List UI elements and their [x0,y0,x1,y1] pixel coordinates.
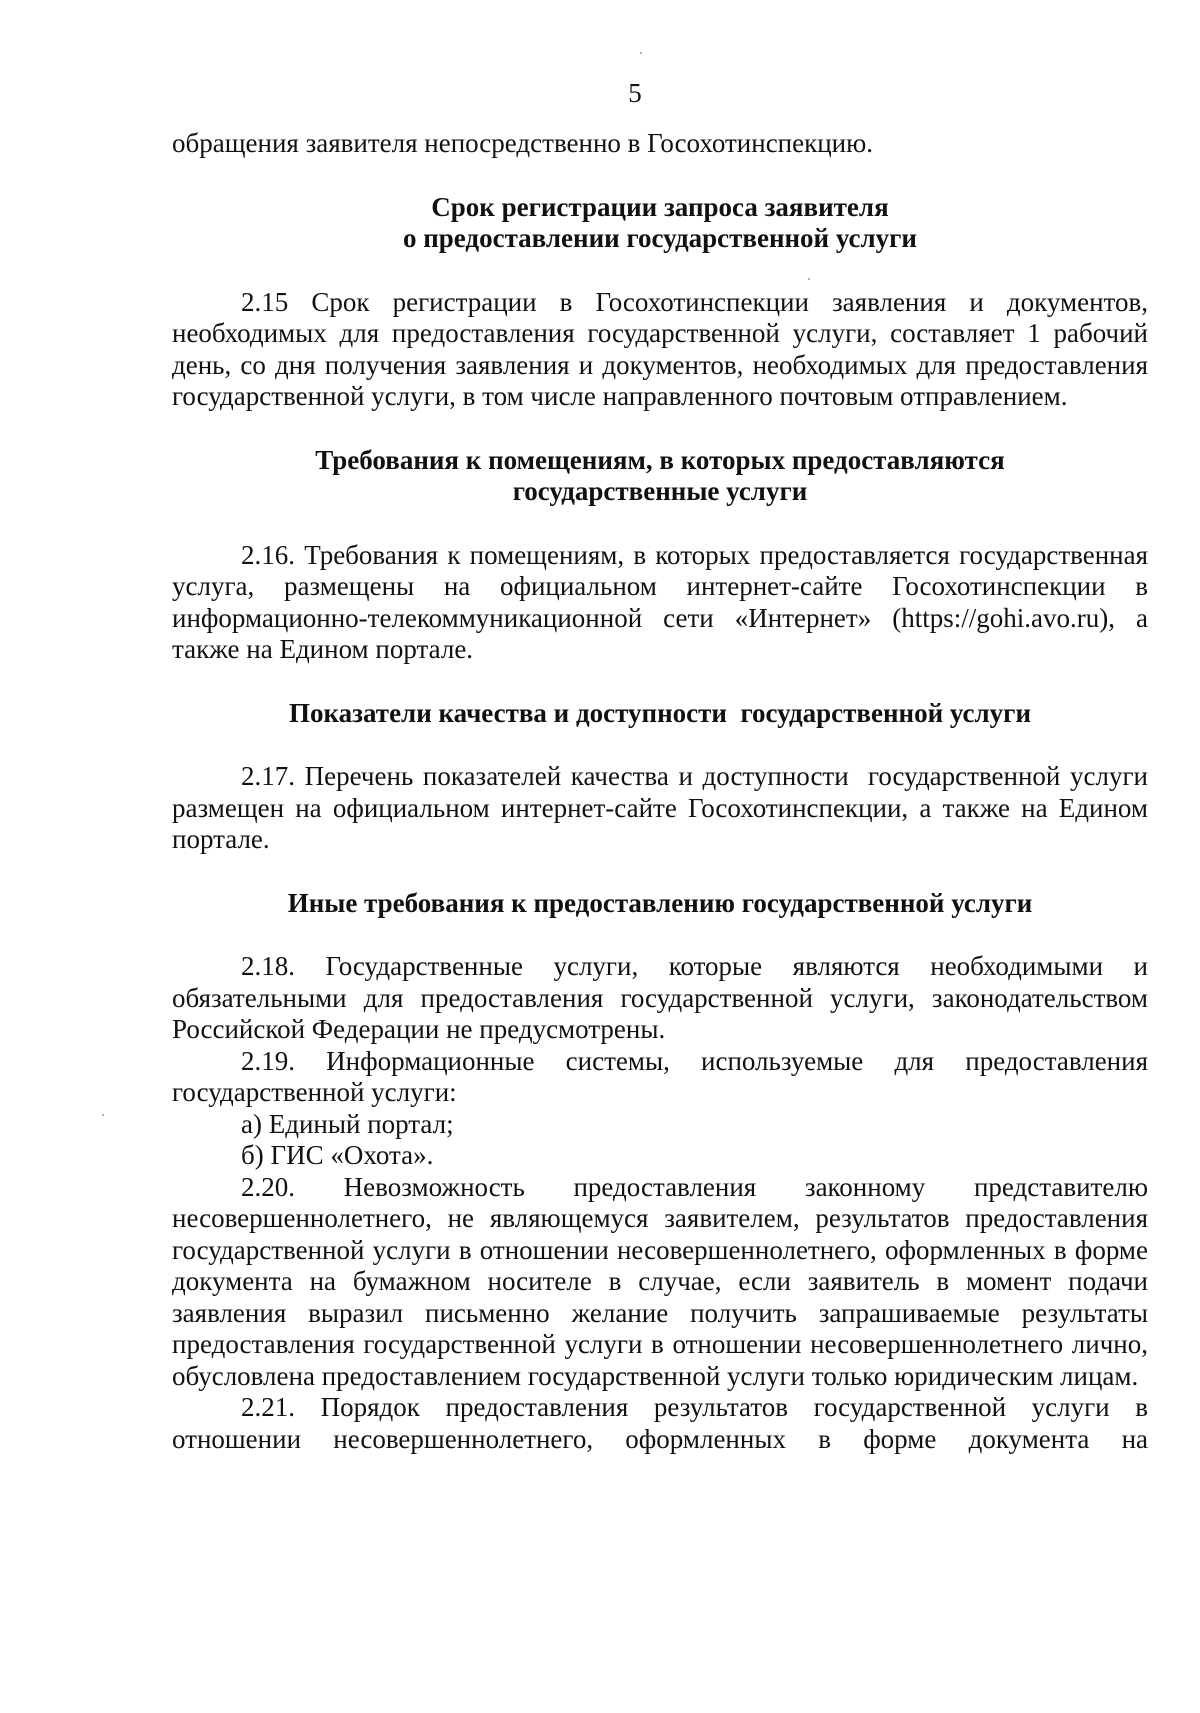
paragraph-2-15: 2.15 Срок регистрации в Госохотинспекции заявления и документов, необходимых для предоставления государственной услуги, составляет 1 рабочий день, со дня получения заявления и документов, необходимых для предоставления государственной услуги, в том числе направленного почтовым отправлением. [172,286,1148,411]
scan-artifact [102,1114,104,1116]
paragraph-2-20: 2.20. Невозможность предоставления законному представителю несовершеннолетнего, не являющемуся заявителем, результатов предоставления государственной услуги в отношении несовершеннолетнего, оформленных в форме документа на бумажном носителе в случае, если заявитель в момент подачи заявления выразил письменно желание получить запрашиваемые результаты предоставления государственной услуги в отношении несовершеннолетнего лично, обусловлена предоставлением государственной услуги только юридическим лицам. [172,1171,1148,1391]
continuation-paragraph: обращения заявителя непосредственно в Госохотинспекцию. [172,128,874,158]
heading-line: Требования к помещениям, в которых предоставляются [315,444,1005,475]
paragraph-2-17: 2.17. Перечень показателей качества и доступности государственной услуги размещен на официальном интернет-сайте Госохотинспекции, а также на Едином портале. [172,761,1155,854]
heading-line: о предоставлении государственной услуги [402,223,917,253]
section-heading-other-requirements [172,888,1148,920]
document-body [172,128,1155,1455]
paragraph-2-19: 2.19. Информационные системы, используемые для предоставления государственной услуги: [172,1045,1148,1107]
list-item-a: а) Единый портал; [241,1108,454,1139]
heading-line: Иные требования к предоставлению государственной услуги [287,887,1033,918]
page-number: 5 [628,78,642,108]
section-heading-premises-requirements [172,445,1148,508]
scan-artifact [808,278,810,280]
paragraph-2-21: 2.21. Порядок предоставления результатов государственной услуги в отношении несовершеннолетнего, оформленных в форме документа на [172,1392,1148,1454]
heading-line: Показатели качества и доступности государственной услуги [289,697,1031,728]
list-item-b: б) ГИС «Охота». [241,1140,434,1170]
section-heading-quality-indicators [172,698,1148,730]
heading-line: Срок регистрации запроса заявителя [431,191,889,222]
paragraph-2-16: 2.16. Требования к помещениям, в которых предоставляется государственная услуга, размещены на официальном интернет-сайте Госохотинспекции в информационно-телекоммуникационной сети «Интернет» (https://gohi.avo.ru), а также на Едином портале. [172,539,1148,664]
section-heading-registration-term [172,192,1148,255]
scan-artifact [640,52,642,54]
paragraph-2-18: 2.18. Государственные услуги, которые являются необходимыми и обязательными для предоставления государственной услуги, законодательством Российской Федерации не предусмотрены. [172,951,1148,1044]
heading-line: государственные услуги [512,476,808,506]
